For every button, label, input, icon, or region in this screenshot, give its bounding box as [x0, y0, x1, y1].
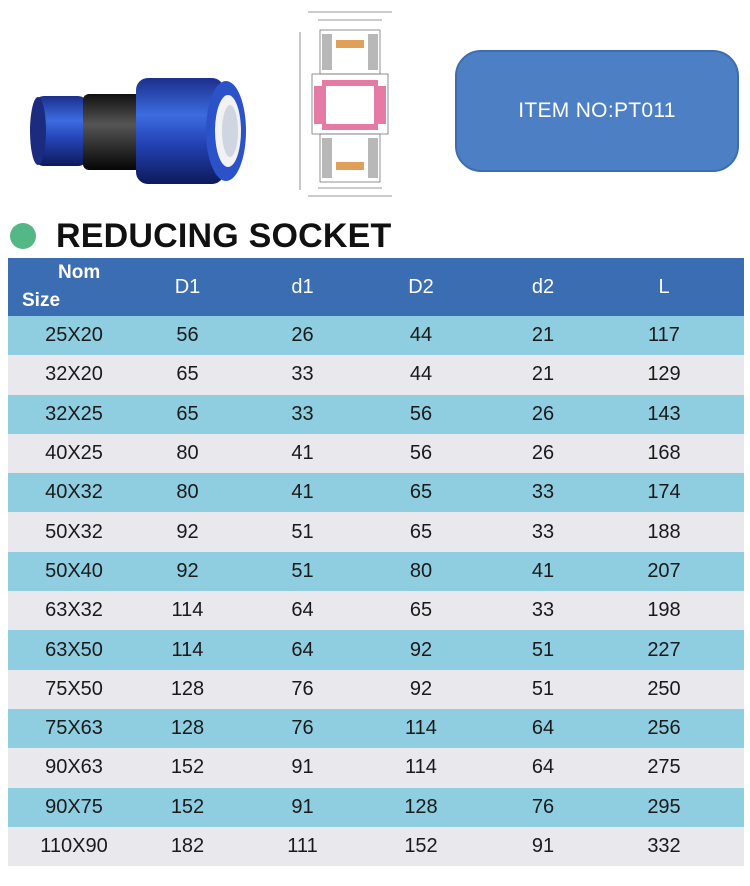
- value-cell: 65: [409, 599, 433, 622]
- value-cell: 64: [531, 756, 555, 779]
- value-cell: 33: [291, 363, 314, 386]
- value-cell: 21: [531, 363, 555, 386]
- value-cell: 76: [291, 717, 314, 740]
- value-cell: 41: [291, 481, 314, 504]
- value-cell: 33: [531, 520, 555, 543]
- value-cell: 91: [291, 756, 314, 779]
- value-cell: 143: [647, 402, 681, 425]
- header-D1: D1: [174, 275, 201, 298]
- value-cell: 76: [291, 677, 314, 700]
- value-cell: 174: [647, 481, 681, 504]
- item-number-box: [455, 50, 739, 172]
- value-cell: 33: [531, 481, 555, 504]
- table-row: [8, 434, 744, 473]
- table-row: [8, 395, 744, 434]
- value-cell: 275: [647, 756, 681, 779]
- value-cell: 295: [647, 795, 681, 818]
- value-cell: 152: [170, 795, 205, 818]
- value-cell: 92: [176, 559, 199, 582]
- value-cell: 56: [409, 402, 433, 425]
- value-cell: 56: [409, 442, 433, 465]
- value-cell: 250: [647, 677, 681, 700]
- value-cell: 91: [531, 835, 555, 857]
- size-cell: 63X50: [45, 638, 103, 661]
- value-cell: 168: [647, 442, 681, 465]
- value-cell: 114: [171, 638, 204, 661]
- value-cell: 128: [170, 677, 205, 700]
- cross-section-drawing: [292, 6, 408, 206]
- value-cell: 207: [647, 559, 681, 582]
- size-cell: 110X90: [40, 835, 108, 857]
- title-row: [10, 216, 391, 256]
- value-cell: 41: [531, 559, 555, 582]
- value-cell: 80: [409, 559, 433, 582]
- value-cell: 152: [404, 835, 438, 857]
- table-body: [8, 316, 744, 866]
- value-cell: 198: [647, 599, 681, 622]
- size-cell: 90X75: [45, 795, 103, 818]
- size-cell: 75X50: [45, 677, 103, 700]
- value-cell: 51: [531, 638, 555, 661]
- value-cell: 92: [409, 677, 433, 700]
- value-cell: 33: [291, 402, 314, 425]
- value-cell: 65: [409, 481, 433, 504]
- value-cell: 80: [176, 442, 199, 465]
- header-d2: d2: [531, 275, 555, 298]
- header-size: Size: [22, 290, 61, 311]
- table-row: [8, 512, 744, 551]
- value-cell: 51: [291, 559, 314, 582]
- page-title: REDUCING SOCKET: [56, 216, 392, 255]
- value-cell: 80: [176, 481, 199, 504]
- value-cell: 26: [291, 324, 314, 347]
- value-cell: 256: [647, 717, 681, 740]
- header-nom: Nom: [58, 262, 101, 283]
- header-d1: d1: [291, 275, 314, 298]
- nom-size-header: [8, 258, 130, 316]
- value-cell: 56: [176, 324, 199, 347]
- value-cell: 92: [409, 638, 433, 661]
- value-cell: 65: [176, 363, 199, 386]
- value-cell: 51: [291, 520, 314, 543]
- size-cell: 50X40: [45, 559, 103, 582]
- table-row: [8, 591, 744, 630]
- value-cell: 128: [170, 717, 205, 740]
- size-cell: 75X63: [45, 717, 103, 740]
- value-cell: 152: [170, 756, 205, 779]
- value-cell: 65: [176, 402, 199, 425]
- value-cell: 227: [647, 638, 681, 661]
- size-cell: 90X63: [45, 756, 103, 779]
- table-row: [8, 630, 744, 669]
- value-cell: 21: [531, 324, 555, 347]
- table-header: [8, 258, 744, 316]
- size-cell: 63X32: [45, 599, 103, 622]
- value-cell: 26: [531, 442, 555, 465]
- value-cell: 41: [291, 442, 314, 465]
- header-D2: D2: [408, 275, 434, 298]
- value-cell: 114: [171, 599, 204, 622]
- size-cell: 32X25: [45, 402, 103, 425]
- size-cell: 32X20: [45, 363, 103, 386]
- value-cell: 64: [291, 638, 314, 661]
- value-cell: 91: [291, 795, 314, 818]
- table-row: [8, 788, 744, 827]
- value-cell: 129: [647, 363, 681, 386]
- table-row: [8, 670, 744, 709]
- value-cell: 188: [647, 520, 681, 543]
- value-cell: 114: [405, 756, 437, 779]
- item-number-label: ITEM NO:PT011: [518, 99, 676, 122]
- table-row: [8, 709, 744, 748]
- value-cell: 64: [531, 717, 555, 740]
- value-cell: 114: [405, 717, 437, 740]
- value-cell: 44: [409, 363, 433, 386]
- table-row: [8, 748, 744, 787]
- value-cell: 44: [409, 324, 433, 347]
- value-cell: 92: [176, 520, 199, 543]
- value-cell: 26: [531, 402, 555, 425]
- value-cell: 65: [409, 520, 433, 543]
- value-cell: 51: [531, 677, 555, 700]
- size-cell: 40X25: [45, 442, 103, 465]
- value-cell: 182: [170, 835, 205, 857]
- size-table: [8, 258, 744, 866]
- value-cell: 111: [287, 835, 318, 857]
- table-row: [8, 473, 744, 512]
- size-cell: 40X32: [45, 481, 103, 504]
- table-row: [8, 827, 744, 866]
- bullet-dot-icon: [10, 223, 36, 249]
- header-L: L: [658, 275, 670, 298]
- product-header: [0, 0, 750, 210]
- value-cell: 76: [531, 795, 555, 818]
- table-row: [8, 355, 744, 394]
- size-cell: 50X32: [45, 520, 103, 543]
- table-row: [8, 316, 744, 355]
- product-photo: [28, 70, 250, 190]
- size-cell: 25X20: [45, 324, 103, 347]
- value-cell: 128: [404, 795, 438, 818]
- value-cell: 64: [291, 599, 314, 622]
- value-cell: 33: [531, 599, 555, 622]
- table-row: [8, 552, 744, 591]
- value-cell: 117: [648, 324, 680, 347]
- value-cell: 332: [647, 835, 681, 857]
